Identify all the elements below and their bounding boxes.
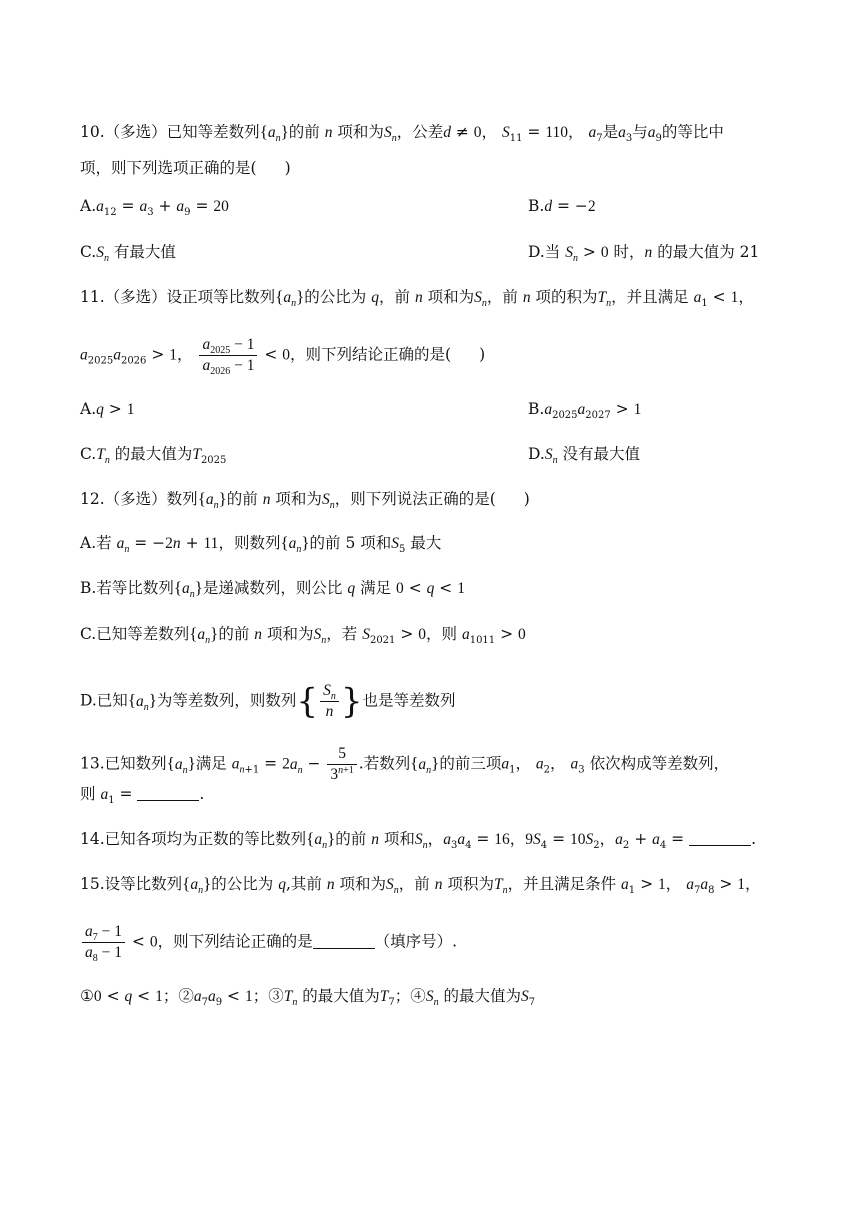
q10-line1: 10.（多选）已知等差数列$\{a_n\}$的前 n 项和为$S_n$，公差d ≠ 0， $S_{11} = 110$， $a_7$是$a_3$与$a_9$的等比中 xyxy=(80,122,724,144)
q12-line1: 12.（多选）数列$\{a_n\}$的前 n 项和为$S_n$，则下列说法正确的是( ) xyxy=(80,489,530,511)
q10-option-c: $C.S_n$ 有最大值 xyxy=(80,243,176,264)
q14-answer-blank[interactable] xyxy=(689,831,751,846)
q11-option-c: $C.T_n$ 的最大值为$T_{2025}$ xyxy=(80,445,227,466)
q14-line1: 14.已知各项均为正数的等比数列$\{a_n\}$的前 n 项和$S_n$，$a_3a_4 = 16$，$9S_4 = 10S_2$，$a_2 + a_4$ = . xyxy=(80,829,757,851)
q10-option-b: B.d = −2 xyxy=(528,197,596,215)
q10-option-d: D.当 $S_n > 0$ 时，n 的最大值为 21 xyxy=(528,243,760,264)
q12-option-d: D.已知$\{a_n\}$为等差数列，则数列{ $\frac{S_n}{n}$ }也是等差数列 xyxy=(80,681,456,722)
q11-line1: 11.（多选）设正项等比数列$\{a_n\}$的公比为 q，前 n 项和为$S_n$，前 n 项的积为$T_n$，并且满足 $a_1 < 1$， xyxy=(80,287,754,309)
q15-answer-blank[interactable] xyxy=(313,934,375,949)
q12-option-a: A.若 $a_n = -2n + 11$，则数列$\{a_n\}$的前 5 项和$S_5$ 最大 xyxy=(80,533,442,555)
q15-line2: $\frac{a_7 - 1}{a_8 - 1}$ < 0，则下列结论正确的是 （填序号）. xyxy=(80,923,457,962)
q11-line2: $a_{2025}a_{2026} > 1$， $\frac{a_{2025} - 1}{a_{2026} - 1}$ < 0，则下列结论正确的是( ) xyxy=(80,336,486,377)
q11-option-b: $B.a_{2025}a_{2027} > 1$ xyxy=(528,400,642,421)
q12-option-c: C.已知等差数列$\{a_n\}$的前 n 项和为$S_n$，若 $S_{2021} > 0$，则 $a_{1011} > 0$ xyxy=(80,624,526,646)
q11-option-a: A.q > 1 xyxy=(80,400,135,418)
q12-option-b: B.若等比数列$\{a_n\}$是递减数列，则公比 q 满足 0 < q < 1 xyxy=(80,578,465,600)
q10-line2: 项，则下列选项正确的是( ) xyxy=(80,159,291,177)
q13-line1: 13.已知数列$\{a_n\}$满足 $a_{n+1} = 2a_n$ − $\frac{5}{3^{n+1}}$ .若数列$\{a_n\}$的前三项$a_1$， $a_2$， $a_3$ 依次构成等差数列， xyxy=(80,745,730,783)
q15-options: ①0 < q < 1；$②a_7a_9 < 1$；$③T_n$ 的最大值为$T_7$；$④S_n$ 的最大值为$S_7$ xyxy=(80,987,536,1008)
q11-option-d: $D.S_n$ 没有最大值 xyxy=(528,445,641,466)
q13-line2: 则 $a_1$ = . xyxy=(80,785,205,806)
q13-answer-blank[interactable] xyxy=(137,786,199,801)
q15-line1: 15.设等比数列$\{a_n\}$的公比为 q,其前 n 项和为$S_n$，前 n 项积为$T_n$，并且满足条件 $a_1 > 1$， $a_7a_8 > 1$， xyxy=(80,874,761,896)
q10-option-a: $A.a_{12} = a_3 + a_9 = 20$ xyxy=(80,197,229,218)
